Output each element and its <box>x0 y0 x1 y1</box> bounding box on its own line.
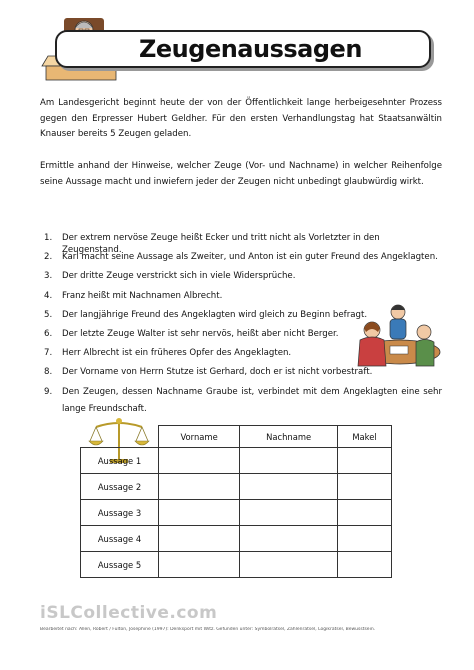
clue-text: Den Zeugen, dessen Nachname Graube ist, verbindet mit dem Angeklagten eine sehr lange Freundschaft. <box>62 386 442 414</box>
grid-header-row <box>81 426 392 448</box>
clue-item <box>40 230 445 255</box>
clue-number: 4. <box>44 290 53 301</box>
clue-text: Karl macht seine Aussage als Zweiter, und Anton ist ein guter Freund des Angeklagten. <box>62 252 438 263</box>
grid-row <box>81 526 392 552</box>
islcollective-logo: iSLCollective.com <box>40 603 218 623</box>
clue-item <box>40 384 445 418</box>
source-credit: Bearbeitet nach: Allen, Robert / Fulton, Josephine (1997): Denksport mit Witz. Gefunden unter: Symbolrätsel, Zahlenrätsel, Logikrätsel, Bewusstsein. <box>40 627 376 632</box>
clue-number: 7. <box>44 348 53 359</box>
grid-header-vorname: Vorname <box>159 426 240 448</box>
title-box <box>55 30 431 68</box>
solution-grid <box>80 425 392 578</box>
grid-cell-makel[interactable] <box>338 474 392 500</box>
grid-corner-cell <box>81 426 159 448</box>
grid-header-makel: Makel <box>338 426 392 448</box>
clue-text: Der letzte Zeuge Walter ist sehr nervös, heißt aber nicht Berger. <box>62 328 339 339</box>
grid-row-label: Aussage 2 <box>81 474 159 500</box>
clue-number: 9. <box>44 386 53 397</box>
clue-number: 8. <box>44 367 53 378</box>
clue-number: 2. <box>44 252 53 263</box>
page-title: Zeugenaussagen <box>139 35 362 63</box>
clue-number: 1. <box>44 233 53 243</box>
clue-number: 6. <box>44 328 53 339</box>
grid-cell-nachname[interactable] <box>240 526 338 552</box>
grid-cell-nachname[interactable] <box>240 448 338 474</box>
grid-cell-makel[interactable] <box>338 448 392 474</box>
grid-cell-vorname[interactable] <box>159 552 240 578</box>
clue-number: 5. <box>44 309 53 320</box>
grid-row <box>81 474 392 500</box>
grid-cell-vorname[interactable] <box>159 526 240 552</box>
grid-row-label: Aussage 4 <box>81 526 159 552</box>
clue-number: 3. <box>44 271 53 282</box>
task-paragraph: Ermittle anhand der Hinweise, welcher Zeuge (Vor- und Nachname) in welcher Reihenfolge seine Aussage macht und inwiefern jeder der Zeugen nicht unbedingt glaubwürdig wirkt. <box>40 161 442 187</box>
grid-row-label: Aussage 3 <box>81 500 159 526</box>
grid-row-label: Aussage 5 <box>81 552 159 578</box>
clue-text: Franz heißt mit Nachnamen Albrecht. <box>62 290 223 301</box>
clue-item <box>40 268 445 287</box>
grid-cell-nachname[interactable] <box>240 500 338 526</box>
clue-text: Herr Albrecht ist ein früheres Opfer des Angeklagten. <box>62 348 292 359</box>
grid-cell-nachname[interactable] <box>240 552 338 578</box>
intro-paragraph: Am Landesgericht beginnt heute der von der Öffentlichkeit lange herbeigesehnter Prozess gegen den Erpresser Hubert Geldher. Für den ersten Verhandlungstag hat Staatsanwältin Knauser bereits 5 Zeugen geladen. <box>40 98 442 139</box>
grid-cell-makel[interactable] <box>338 552 392 578</box>
clue-text: Der Vorname von Herrn Stutze ist Gerhard, doch er ist nicht vorbestraft. <box>62 367 373 378</box>
grid-cell-makel[interactable] <box>338 526 392 552</box>
grid-cell-makel[interactable] <box>338 500 392 526</box>
grid-cell-vorname[interactable] <box>159 474 240 500</box>
clue-text: Der extrem nervöse Zeuge heißt Ecker und tritt nicht als Vorletzter in den Zeugenstand. <box>62 233 380 255</box>
grid-cell-vorname[interactable] <box>159 500 240 526</box>
grid-cell-nachname[interactable] <box>240 474 338 500</box>
witness-meeting-illustration <box>350 290 442 380</box>
grid-cell-vorname[interactable] <box>159 448 240 474</box>
clue-text: Der langjährige Freund des Angeklagten wird gleich zu Beginn befragt. <box>62 309 368 320</box>
grid-header-nachname: Nachname <box>240 426 338 448</box>
grid-row <box>81 500 392 526</box>
clue-text: Der dritte Zeuge verstrickt sich in viele Widersprüche. <box>62 271 296 282</box>
clue-item <box>40 249 445 268</box>
grid-row <box>81 448 392 474</box>
grid-row <box>81 552 392 578</box>
grid-row-label: Aussage 1 <box>81 448 159 474</box>
